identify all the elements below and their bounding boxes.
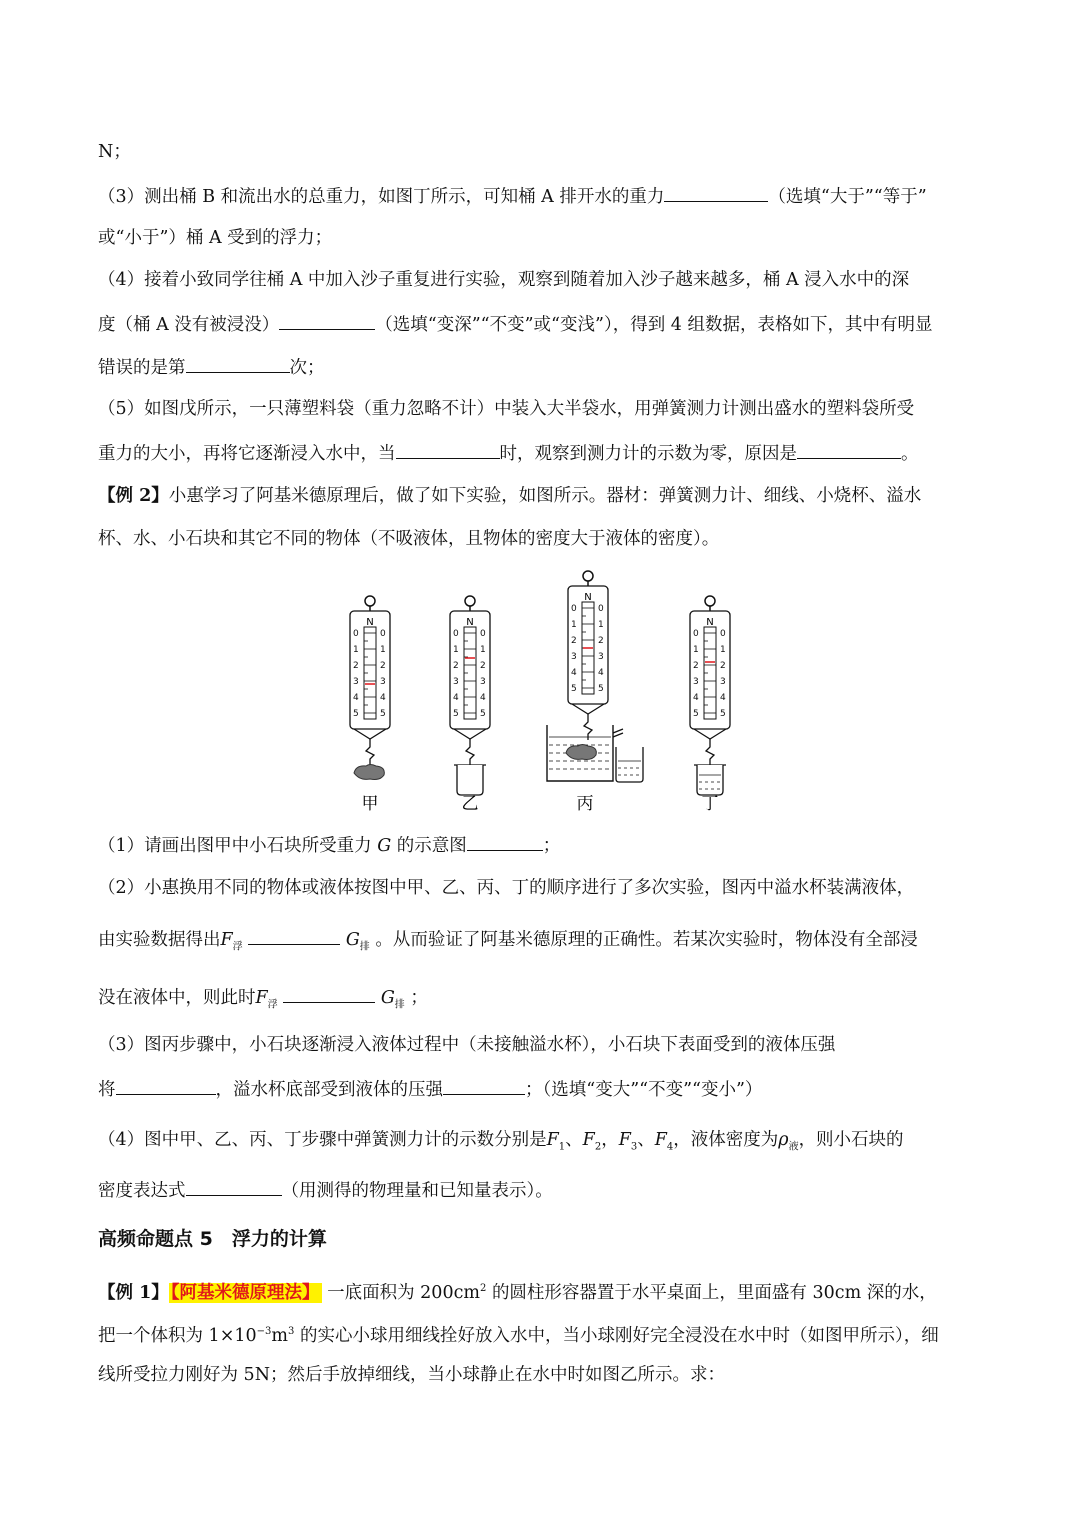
svg-text:0: 0 bbox=[720, 629, 726, 639]
figure-label-yi: 乙 bbox=[461, 794, 479, 814]
answer-blank[interactable] bbox=[664, 183, 768, 202]
text-line: （1）请画出图甲中小石块所受重力 G 的示意图 ； bbox=[98, 832, 988, 858]
text-line: （3）测出桶 B 和流出水的总重力，如图丁所示，可知桶 A 排开水的重力 （选填“大于”“等于” bbox=[98, 183, 988, 209]
svg-text:1: 1 bbox=[720, 645, 726, 655]
text-line: 或“小于”）桶 A 受到的浮力； bbox=[98, 228, 333, 248]
scale-n-label: N bbox=[366, 617, 374, 628]
svg-text:4: 4 bbox=[453, 693, 459, 703]
text-line: 将 ，溢水杯底部受到液体的压强 ；（选填“变大”“不变”“变小”） bbox=[98, 1076, 988, 1102]
svg-text:2: 2 bbox=[720, 661, 726, 671]
text-line: 重力的大小，再将它逐渐浸入水中，当 时，观察到测力计的示数为零，原因是 。 bbox=[98, 440, 988, 466]
spring-scale-d bbox=[690, 596, 730, 795]
svg-text:2: 2 bbox=[571, 636, 577, 646]
svg-text:5: 5 bbox=[693, 709, 699, 719]
overflow-cup bbox=[547, 725, 623, 781]
text-line: 没在液体中，则此时$F_浮$ $G_排$ ； bbox=[98, 984, 988, 1018]
svg-text:3: 3 bbox=[571, 652, 577, 662]
answer-blank[interactable] bbox=[186, 354, 290, 373]
svg-text:2: 2 bbox=[480, 661, 486, 671]
svg-text:4: 4 bbox=[480, 693, 486, 703]
small-beaker bbox=[457, 765, 483, 795]
svg-text:4: 4 bbox=[353, 693, 359, 703]
text-line: （5）如图戊所示，一只薄塑料袋（重力忽略不计）中装入大半袋水，用弹簧测力计测出盛水的塑料袋所受 bbox=[98, 399, 915, 419]
svg-text:1: 1 bbox=[480, 645, 486, 655]
svg-text:5: 5 bbox=[720, 709, 726, 719]
text-line: （4）图中甲、乙、丙、丁步骤中弹簧测力计的示数分别是$F_1$、$F_2$，$F_3$、$F_4$，液体密度为$\rho_液$，则小石块的 bbox=[98, 1130, 904, 1153]
svg-text:4: 4 bbox=[380, 693, 386, 703]
method-highlight: 【阿基米德原理法】 bbox=[170, 1282, 320, 1303]
spring-scale-b bbox=[450, 596, 490, 795]
answer-blank[interactable] bbox=[248, 926, 340, 945]
example-tag: 【例 1】 bbox=[98, 1282, 169, 1303]
svg-text:3: 3 bbox=[720, 677, 726, 687]
svg-text:4: 4 bbox=[598, 668, 604, 678]
svg-text:0: 0 bbox=[598, 604, 604, 614]
answer-blank[interactable] bbox=[283, 984, 375, 1003]
svg-text:3: 3 bbox=[380, 677, 386, 687]
catch-beaker bbox=[616, 747, 643, 782]
svg-text:3: 3 bbox=[693, 677, 699, 687]
text-line: （2）小惠换用不同的物体或液体按图中甲、乙、丙、丁的顺序进行了多次实验，图丙中溢水杯装满液体， bbox=[98, 878, 915, 898]
spring-scale-figure bbox=[340, 565, 740, 820]
text-line: 线所受拉力刚好为 5N；然后手放掉细线，当小球静止在水中时如图乙所示。求： bbox=[98, 1365, 726, 1385]
answer-blank[interactable] bbox=[467, 832, 543, 851]
answer-blank[interactable] bbox=[797, 440, 901, 459]
text-line: 度（桶 A 没有被浸没） （选填“变深”“不变”或“变浅”），得到 4 组数据，表格如下，其中有明显 bbox=[98, 311, 988, 337]
svg-text:5: 5 bbox=[380, 709, 386, 719]
answer-blank[interactable] bbox=[116, 1076, 216, 1095]
stone bbox=[566, 745, 596, 760]
svg-text:4: 4 bbox=[720, 693, 726, 703]
text-line: N； bbox=[98, 142, 131, 162]
answer-blank[interactable] bbox=[186, 1177, 282, 1196]
answer-blank[interactable] bbox=[443, 1076, 525, 1095]
svg-text:5: 5 bbox=[353, 709, 359, 719]
text-line: 密度表达式 （用测得的物理量和已知量表示）。 bbox=[98, 1177, 988, 1203]
svg-text:5: 5 bbox=[480, 709, 486, 719]
svg-text:4: 4 bbox=[571, 668, 577, 678]
svg-text:5: 5 bbox=[598, 684, 604, 694]
figure-label-ding: 丁 bbox=[701, 794, 719, 814]
text-line: 错误的是第 次； bbox=[98, 354, 988, 380]
svg-text:1: 1 bbox=[453, 645, 459, 655]
svg-text:2: 2 bbox=[598, 636, 604, 646]
spring-scale-c bbox=[568, 571, 608, 740]
scale-n-label: N bbox=[584, 592, 592, 603]
svg-text:2: 2 bbox=[693, 661, 699, 671]
svg-text:0: 0 bbox=[480, 629, 486, 639]
text-line: （3）图丙步骤中，小石块逐渐浸入液体过程中（未接触溢水杯），小石块下表面受到的液体压强 bbox=[98, 1035, 836, 1055]
svg-text:3: 3 bbox=[598, 652, 604, 662]
text-line: 【例 2】小惠学习了阿基米德原理后，做了如下实验，如图所示。器材：弹簧测力计、细线、小烧杯、溢水 bbox=[98, 486, 922, 506]
text-line: （4）接着小致同学往桶 A 中加入沙子重复进行实验，观察到随着加入沙子越来越多，桶 A 浸入水中的深 bbox=[98, 270, 910, 290]
svg-text:3: 3 bbox=[353, 677, 359, 687]
text-line: 杯、水、小石块和其它不同的物体（不吸液体，且物体的密度大于液体的密度）。 bbox=[98, 529, 720, 549]
answer-blank[interactable] bbox=[396, 440, 500, 459]
svg-text:1: 1 bbox=[571, 620, 577, 630]
example-tag: 【例 2】 bbox=[98, 486, 169, 506]
svg-text:3: 3 bbox=[453, 677, 459, 687]
text-line: 由实验数据得出$F_浮$ $G_排$ 。从而验证了阿基米德原理的正确性。若某次实验时，物体没有全部浸 bbox=[98, 926, 988, 960]
answer-blank[interactable] bbox=[279, 311, 375, 330]
section-heading: 高频命题点 5 浮力的计算 bbox=[98, 1228, 327, 1250]
svg-text:5: 5 bbox=[453, 709, 459, 719]
stone bbox=[354, 765, 384, 780]
spring-scale-a bbox=[350, 596, 390, 780]
svg-text:0: 0 bbox=[693, 629, 699, 639]
svg-text:3: 3 bbox=[480, 677, 486, 687]
svg-text:0: 0 bbox=[380, 629, 386, 639]
svg-text:2: 2 bbox=[453, 661, 459, 671]
figure-label-jia: 甲 bbox=[361, 794, 379, 814]
svg-text:0: 0 bbox=[453, 629, 459, 639]
svg-text:5: 5 bbox=[571, 684, 577, 694]
svg-text:1: 1 bbox=[380, 645, 386, 655]
svg-text:2: 2 bbox=[353, 661, 359, 671]
svg-text:1: 1 bbox=[598, 620, 604, 630]
scale-n-label: N bbox=[466, 617, 474, 628]
scale-n-label: N bbox=[706, 617, 714, 628]
text-line: 【例 1】 【阿基米德原理法】 一底面积为 $200cm^2$ 的圆柱形容器置于水平桌面上，里面盛有 30cm 深的水， bbox=[98, 1282, 937, 1303]
svg-text:1: 1 bbox=[693, 645, 699, 655]
svg-text:0: 0 bbox=[353, 629, 359, 639]
svg-text:1: 1 bbox=[353, 645, 359, 655]
svg-text:0: 0 bbox=[571, 604, 577, 614]
beaker-with-water bbox=[697, 765, 723, 795]
svg-text:4: 4 bbox=[693, 693, 699, 703]
text-line: 把一个体积为 $1\times 10^{-3}m^3$ 的实心小球用细线拴好放入水中，当小球刚好完全浸没在水中时（如图甲所示），细 bbox=[98, 1325, 939, 1346]
figure-label-bing: 丙 bbox=[576, 794, 594, 814]
svg-text:2: 2 bbox=[380, 661, 386, 671]
